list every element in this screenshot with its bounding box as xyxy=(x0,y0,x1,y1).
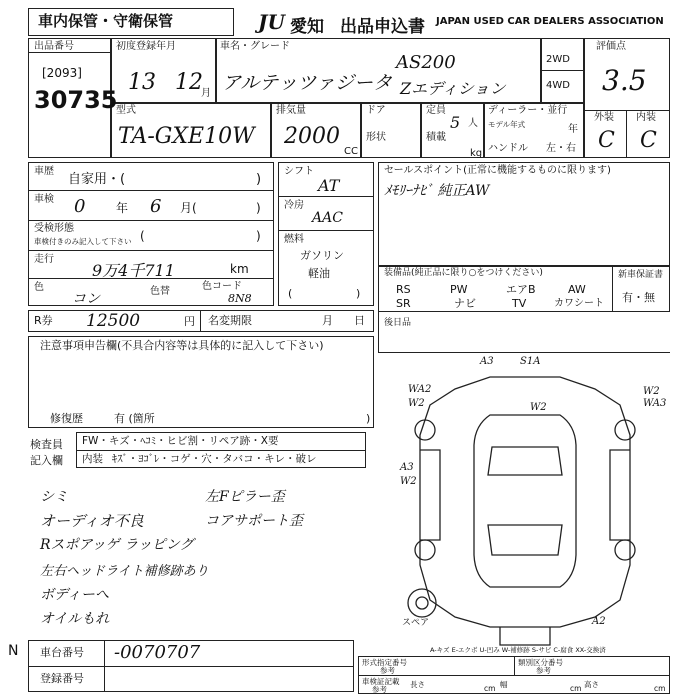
displacement-value: 2000 xyxy=(284,124,340,149)
note-right-1: 左Fピラー歪 xyxy=(205,489,285,505)
form-ref: 参考 xyxy=(380,666,395,675)
width-label: 幅 xyxy=(500,680,508,689)
fuel-gas: ガソリン xyxy=(300,249,344,262)
accept-sub: 車検付きのみ記入して下さい xyxy=(34,237,132,246)
height-label: 高さ xyxy=(584,680,599,689)
ac-label: 冷房 xyxy=(284,200,304,211)
fuel-oil: 軽油 xyxy=(308,267,330,280)
inspection-month-unit: 月( xyxy=(180,201,197,215)
registration-label: 登録番号 xyxy=(40,672,84,685)
spare-label: スペア xyxy=(402,618,430,628)
damage-mark-a3-side: A3 xyxy=(400,462,414,473)
note-line-4: 左右ヘッドライト補修跡あり xyxy=(40,564,209,579)
declaration-label: 注意事項申告欄(不具合内容等は具体的に記入して下さい) xyxy=(40,339,324,352)
first-reg-label: 初度登録年月 xyxy=(116,41,176,52)
model-year-label: モデル年式 xyxy=(488,120,526,129)
capacity-value: 5 xyxy=(450,113,461,132)
model-label: 型式 xyxy=(116,105,136,116)
shape-label: 形状 xyxy=(366,132,386,143)
equip-leather: カワシート xyxy=(554,298,604,309)
inspection-label: 車検 xyxy=(34,194,54,205)
note-line-6: オイルもれ xyxy=(40,611,110,627)
reg-month-unit: 月 xyxy=(201,88,211,99)
name-change-month: 月 xyxy=(322,314,333,327)
fuel-label: 燃料 xyxy=(284,234,304,245)
kg-unit: kg xyxy=(470,148,483,159)
equipment-label: 装備品(純正品に限り○をつけください) xyxy=(384,268,543,278)
inspection-year: 0 xyxy=(74,196,86,217)
fuel-paren-open: ( xyxy=(288,287,293,300)
fuel-paren-close: ) xyxy=(356,287,361,300)
dealer-label: ディーラー・並行 xyxy=(488,105,568,116)
handle-value: 左・右 xyxy=(546,143,576,154)
damage-mark-a3-top: A3 xyxy=(480,356,494,367)
history-label: 車歴 xyxy=(34,166,54,177)
equip-rs: RS xyxy=(396,283,411,296)
color-value: コン xyxy=(72,291,100,307)
vehicle-ref: 参考 xyxy=(372,685,387,694)
recycle-label: R券 xyxy=(34,314,53,327)
vehicle-label: 車検証記載 xyxy=(362,677,400,686)
history-paren: ) xyxy=(256,172,262,187)
drive-4wd: 4WD xyxy=(546,80,570,91)
lot-label: 出品番号 xyxy=(34,41,74,52)
note-line-5: ボディーへ xyxy=(40,587,109,603)
warranty-value: 有・無 xyxy=(622,291,655,304)
capacity-label: 定員 xyxy=(426,105,446,116)
interior-codes: ｷｽﾞ・ﾖｺﾞﾚ・コゲ・穴・タバコ・キレ・破レ xyxy=(112,453,317,465)
reg-month: 12 xyxy=(175,70,203,95)
rear-label: 後日品 xyxy=(384,318,412,328)
exterior-label: 外装 xyxy=(594,112,614,123)
color-label: 色 xyxy=(34,282,44,293)
ju-logo: JU xyxy=(258,10,285,34)
mileage-label: 走行 xyxy=(34,254,54,265)
equip-pw: PW xyxy=(450,283,468,296)
score-value: 3.5 xyxy=(602,64,647,97)
interior-grade: C xyxy=(640,128,657,153)
damage-mark-w2-side: W2 xyxy=(400,476,417,487)
inspection-year-unit: 年 xyxy=(116,201,129,215)
grade-line1: AS200 xyxy=(396,52,456,73)
equip-sr: SR xyxy=(396,297,411,310)
exterior-grade: C xyxy=(598,128,615,153)
shift-label: シフト xyxy=(284,166,314,177)
repair-label: 修復歴 xyxy=(50,412,83,425)
score-label: 評価点 xyxy=(596,41,626,52)
load-label: 積載 xyxy=(426,132,446,143)
length-cm: cm xyxy=(484,684,496,693)
storage-label: 車内保管・守衛保管 xyxy=(38,12,174,30)
name-change-day: 日 xyxy=(354,314,365,327)
accept-paren: ( xyxy=(140,229,145,243)
chassis-label: 車台番号 xyxy=(40,646,84,659)
width-cm: cm xyxy=(570,684,582,693)
height-cm: cm xyxy=(654,684,666,693)
chassis-value: -0070707 xyxy=(114,642,201,663)
accept-paren-close: ) xyxy=(256,229,261,243)
diagram-legend: A-キズ E-エクボ U-凹み W-補修跡 S-サビ C-腐食 XX-交換済 xyxy=(430,646,606,654)
damage-mark-w2-left: W2 xyxy=(408,398,425,409)
ac-value: AAC xyxy=(312,210,343,226)
association-name: JAPAN USED CAR DEALERS ASSOCIATION xyxy=(436,16,664,27)
lot-number: 30735 xyxy=(34,86,118,114)
selling-box xyxy=(378,162,670,266)
interior-label: 内装 xyxy=(636,112,656,123)
damage-mark-wa3: WA3 xyxy=(643,398,667,409)
equip-tv: TV xyxy=(512,297,527,310)
sheet-title: 出品申込書 xyxy=(340,17,425,37)
form-label: 形式指定番号 xyxy=(362,658,407,667)
inspector-label: 検査員記入欄 xyxy=(30,438,63,467)
damage-mark-w2-center: W2 xyxy=(530,402,547,413)
drive-2wd: 2WD xyxy=(546,54,570,65)
equip-airbag: エアB xyxy=(506,283,536,296)
km-unit: km xyxy=(230,262,249,276)
recycle-value: 12500 xyxy=(86,311,141,331)
damage-mark-w2-right: W2 xyxy=(643,386,660,397)
type-label: 類別区分番号 xyxy=(518,658,563,667)
accept-label: 受検形態 xyxy=(34,223,74,234)
color-change-label: 色替 xyxy=(150,286,170,297)
displacement-label: 排気量 xyxy=(276,105,306,116)
n-mark: N xyxy=(8,643,19,659)
shift-value: AT xyxy=(318,176,340,195)
exterior-codes: FW・キズ・ﾍｺﾐ・ヒビ割・リペア跡・X要 xyxy=(82,435,279,447)
color-code-label: 色コード xyxy=(202,281,242,292)
type-ref: 参考 xyxy=(536,666,551,675)
color-code: 8N8 xyxy=(228,292,252,305)
repair-close: ) xyxy=(366,412,371,425)
damage-mark-a2: A2 xyxy=(592,616,606,627)
length-label: 長さ xyxy=(410,680,425,689)
damage-mark-s1a: S1A xyxy=(520,356,541,367)
note-line-3: Rスポアッゲ ラッピング xyxy=(40,537,194,553)
note-right-2: コアサポート歪 xyxy=(205,513,303,529)
warranty-label: 新車保証書 xyxy=(618,270,664,280)
interior-codes-label: 内装 xyxy=(82,453,103,465)
inspection-paren: ) xyxy=(256,201,261,215)
yen-unit: 円 xyxy=(184,315,195,328)
capacity-unit: 人 xyxy=(468,118,478,129)
equip-navi: ナビ xyxy=(454,297,476,310)
cc-unit: CC xyxy=(344,146,358,157)
equip-aw: AW xyxy=(568,283,586,296)
damage-mark-wa2: WA2 xyxy=(408,384,432,395)
repair-value: 有 (箇所 xyxy=(114,412,155,425)
model-value: TA-GXE10W xyxy=(118,124,255,149)
note-line-1: シミ xyxy=(40,489,68,505)
lot-sub: [2093] xyxy=(42,66,82,80)
grade-line2: Zエディション xyxy=(400,79,506,98)
year-unit: 年 xyxy=(568,124,578,135)
door-label: ドア xyxy=(366,105,386,116)
car-name: アルテッツァジータ xyxy=(222,72,393,94)
org-name: 愛知 xyxy=(290,17,324,37)
selling-value: ﾒﾓﾘｰﾅﾋﾞ 純正AW xyxy=(384,183,490,199)
selling-label: セールスポイント(正常に機能するものに限ります) xyxy=(384,165,611,176)
handle-label: ハンドル xyxy=(488,143,528,154)
name-grade-label: 車名・グレード xyxy=(220,41,290,52)
inspection-month: 6 xyxy=(150,196,162,217)
history-value: 自家用・( xyxy=(68,172,126,187)
note-line-2: オーディオ不良 xyxy=(40,512,144,530)
mileage-value: 9万4千711 xyxy=(92,261,175,280)
reg-year: 13 xyxy=(128,70,156,95)
name-change-label: 名変期限 xyxy=(208,314,252,327)
